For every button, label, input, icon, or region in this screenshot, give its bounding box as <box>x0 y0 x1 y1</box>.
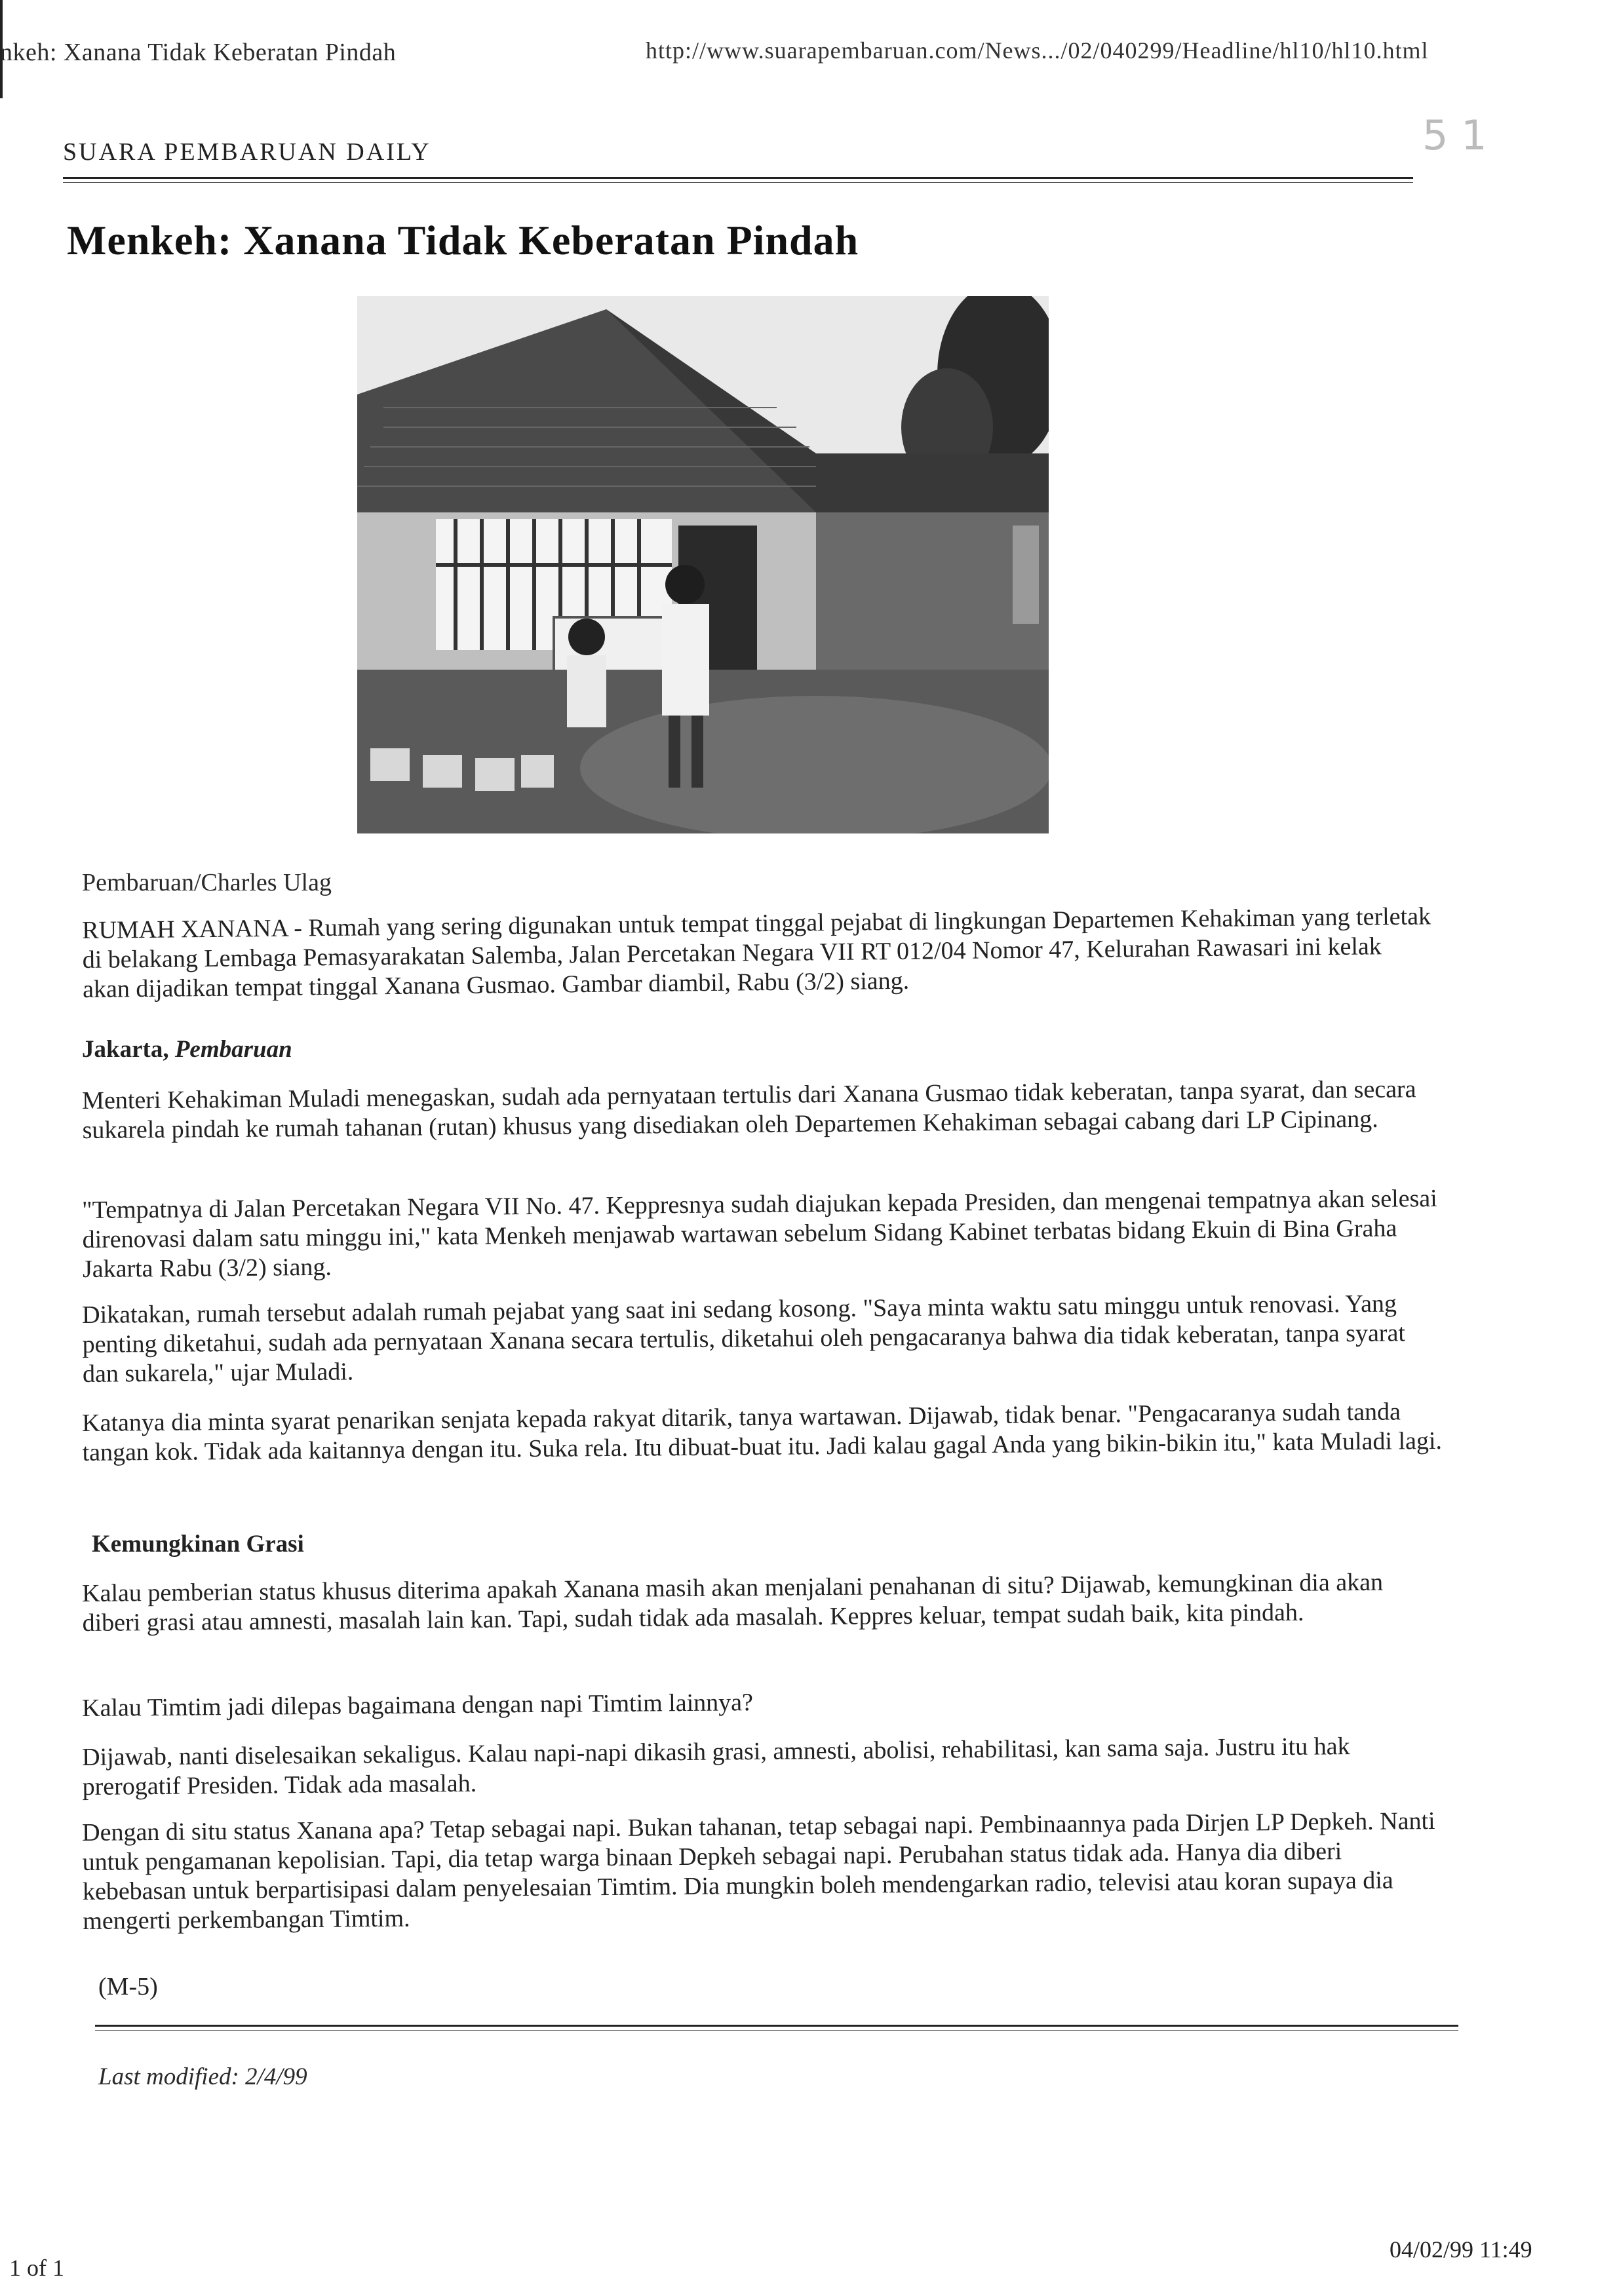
photo-credit: Pembaruan/Charles Ulag <box>82 869 332 896</box>
publication-name: SUARA PEMBARUAN DAILY <box>63 138 431 166</box>
dateline-city: Jakarta, <box>82 1036 169 1063</box>
page-number: 1 of 1 <box>9 2255 64 2281</box>
article-paragraph: Kalau pemberian status khusus diterima apakah Xanana masih akan menjalani penahanan di situ? Dijawab, kemungkinan dia akan diberi grasi atau amnesti, masalah lain kan. Tapi, sudah tidak ada masalah. Keppres keluar, tempat sudah baik, kita pindah. <box>82 1568 1384 1637</box>
article-paragraph: Menteri Kehakiman Muladi menegaskan, sudah ada pernyataan tertulis dari Xanana Gusmao tidak keberatan, tanpa syarat, dan secara sukarela pindah ke rumah tahanan (rutan) khusus yang disediakan oleh Departemen Kehakiman sebagai cabang dari LP Cipinang. <box>82 1075 1416 1144</box>
footer-rule <box>95 2025 1458 2027</box>
print-header-url: http://www.suarapembaruan.com/News.../02/040299/Headline/hl10/hl10.html <box>646 37 1429 64</box>
article-paragraph: "Tempatnya di Jalan Percetakan Negara VII No. 47. Keppresnya sudah diajukan kepada Presiden, dan mengenai tempatnya akan selesai direnovasi dalam satu minggu ini," kata Menkeh menjawab wartawan sebelum Sidang Kabinet terbatas bidang Ekuin di Bina Graha Jakarta Rabu (3/2) siang. <box>82 1184 1437 1283</box>
header-rule <box>63 177 1413 179</box>
article-paragraph: Katanya dia minta syarat penarikan senjata kepada rakyat ditarik, tanya wartawan. Dijawab, tidak benar. "Pengacaranya sudah tanda tangan kok. Tidak ada kaitannya dengan itu. Suka rela. Itu dibuat-buat itu. Jadi kalau gagal Anda yang bikin-bikin itu," kata Muladi lagi. <box>82 1398 1443 1466</box>
dateline-source: Pembaruan <box>174 1036 292 1063</box>
print-header-title: nkeh: Xanana Tidak Keberatan Pindah <box>0 39 397 66</box>
article-photo <box>357 296 1049 833</box>
article-paragraph: Dengan di situ status Xanana apa? Tetap sebagai napi. Bukan tahanan, tetap sebagai napi. Pembinaannya pada Dirjen LP Depkeh. Nanti untuk pengamanan kepolisian. Tapi, dia tetap warga binaan Depkeh sebagai napi. Perubahan status tidak ada. Hanya dia diberi kebebasan untuk berpartisipasi dalam penyelesaian Timtim. Dia mungkin boleh mendengarkan radio, televisi atau koran supaya dia mengerti perkembangan Timtim. <box>82 1807 1435 1935</box>
article-paragraph: Dijawab, nanti diselesaikan sekaligus. Kalau napi-napi dikasih grasi, amnesti, abolisi, rehabilitasi, kan sama saja. Justru itu hak prerogatif Presiden. Tidak ada masalah. <box>82 1732 1350 1801</box>
header-rule-thin <box>63 182 1413 183</box>
last-modified: Last modified: 2/4/99 <box>98 2063 307 2090</box>
author-signoff: (M-5) <box>98 1973 158 2000</box>
article-paragraph: Kalau Timtim jadi dilepas bagaimana dengan napi Timtim lainnya? <box>82 1689 754 1722</box>
footer-rule-thin <box>95 2030 1458 2031</box>
print-timestamp: 04/02/99 11:49 <box>1390 2236 1532 2263</box>
photo-caption: RUMAH XANANA - Rumah yang sering digunakan untuk tempat tinggal pejabat di lingkungan Departemen Kehakiman yang terletak di belakang Lembaga Pemasyarakatan Salemba, Jalan Percetakan Negara VII RT 012/04 Nomor 47, Kelurahan Rawasari ini kelak akan dijadikan tempat tinggal Xanana Gusmao. Gambar diambil, Rabu (3/2) siang. <box>82 902 1431 1003</box>
house-photo-illustration <box>357 296 1049 833</box>
article-paragraph: Dikatakan, rumah tersebut adalah rumah pejabat yang saat ini sedang kosong. "Saya minta waktu satu minggu untuk renovasi. Yang penting diketahui, sudah ada pernyataan Xanana secara tertulis, diketahui oleh pengacaranya bahwa dia tidak keberatan, tanpa syarat dan sukarela," ujar Muladi. <box>82 1290 1406 1388</box>
archive-stamp: 5 1 <box>1422 111 1487 159</box>
article-headline: Menkeh: Xanana Tidak Keberatan Pindah <box>67 217 859 263</box>
section-subheading: Kemungkinan Grasi <box>92 1531 304 1558</box>
dateline <box>82 1035 292 1063</box>
